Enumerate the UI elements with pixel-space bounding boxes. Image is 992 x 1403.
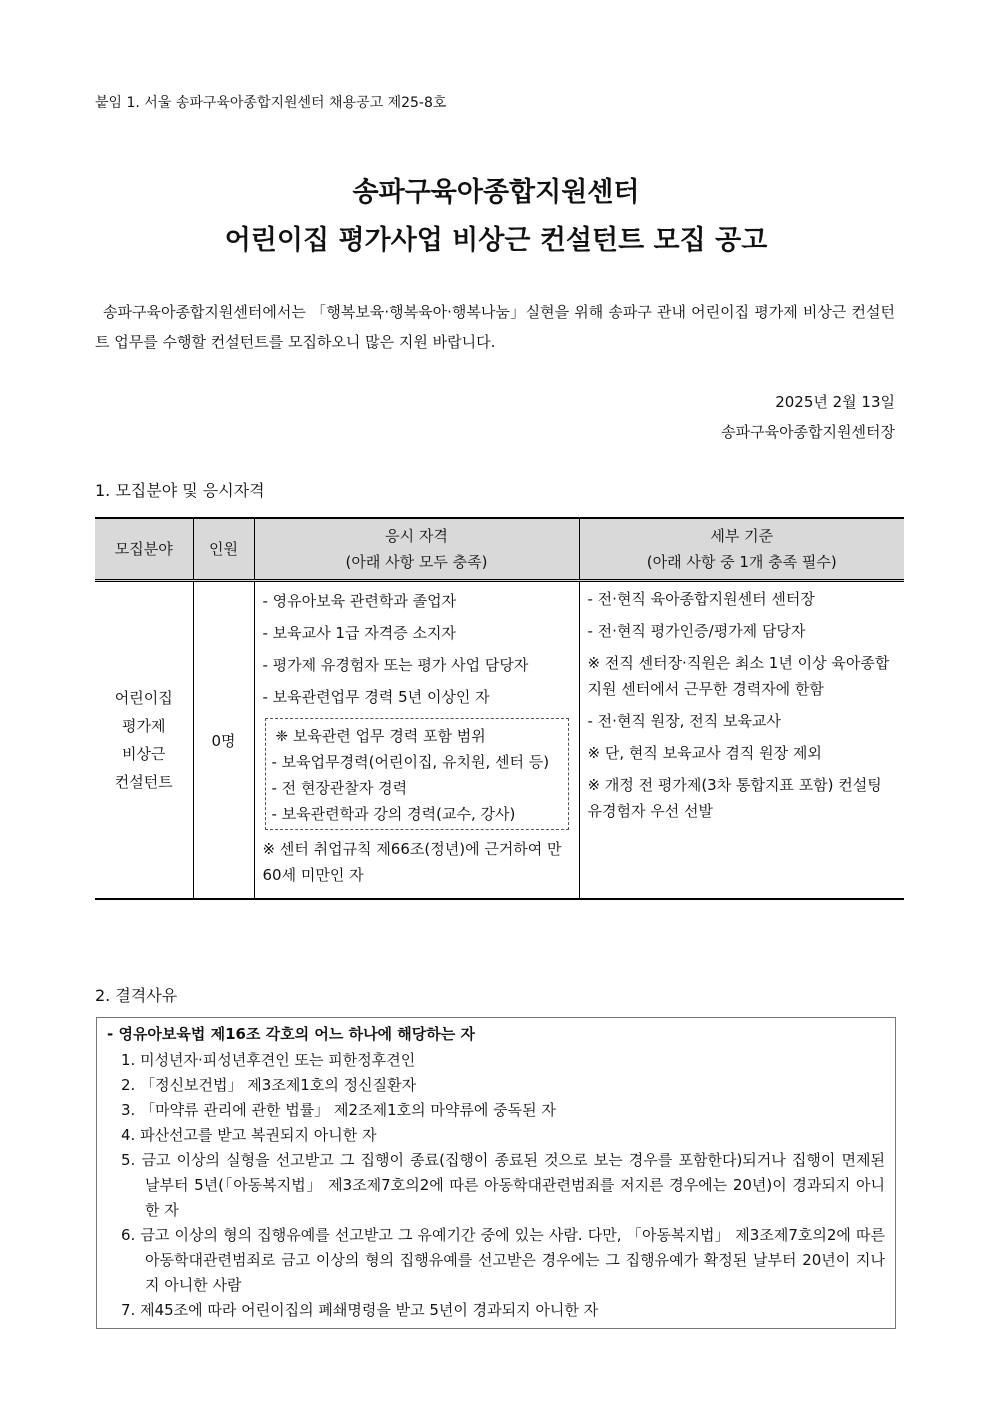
header-qualification-note: (아래 사항 모두 충족) <box>345 553 488 571</box>
intro-paragraph: 송파구육아종합지원센터에서는 「행복보육·행복육아·행복나눔」실현을 위해 송파구 관내 어린이집 평가제 비상근 컨설턴트 업무를 수행할 컨설턴트를 모집하오니 많은 지원 바랍니다. <box>95 303 895 351</box>
field-line: 어린이집 <box>114 689 173 707</box>
list-item: 3. 「마약류 관리에 관한 법률」 제2조제1호의 마약류에 중독된 자 <box>121 1101 556 1119</box>
field-line: 평가제 <box>122 717 166 735</box>
header-detail <box>579 518 904 581</box>
attachment-label: 붙임 1. 서울 송파구육아종합지원센터 채용공고 제25-8호 <box>95 95 447 111</box>
career-scope-item: - 보육업무경력(어린이집, 유치원, 센터 등) <box>271 753 550 771</box>
qualification-cell <box>254 581 579 900</box>
field-line: 컨설턴트 <box>114 773 173 791</box>
detail-item: ※ 전직 센터장·직원은 최소 1년 이상 육아종합지원 센터에서 근무한 경력자에 한함 <box>587 654 890 698</box>
detail-item: - 전·현직 원장, 전직 보육교사 <box>587 712 781 730</box>
list-item: 5. 금고 이상의 실형을 선고받고 그 집행이 종료(집행이 종료된 것으로 보는 경우를 포함한다)되거나 집행이 면제된 날부터 5년(「아동복지법」 제3조제7호의2에 따른 아동학대관련범죄를 저지른 경우에는 20년)이 경과되지 아니한 자 <box>121 1151 885 1219</box>
list-item: 4. 파산선고를 받고 복권되지 아니한 자 <box>121 1126 377 1144</box>
issue-date: 2025년 2월 13일 <box>775 393 895 411</box>
detail-item: ※ 단, 현직 보육교사 겸직 원장 제외 <box>587 744 822 762</box>
career-scope-title: ❈ 보육관련 업무 경력 포함 범위 <box>275 727 486 745</box>
career-scope-item: - 보육관련학과 강의 경력(교수, 강사) <box>271 805 516 823</box>
age-limit-note: ※ 센터 취업규칙 제66조(정년)에 근거하여 만 60세 미만인 자 <box>262 840 562 884</box>
qualification-item: - 보육관련업무 경력 5년 이상인 자 <box>262 688 490 706</box>
detail-cell <box>579 581 904 900</box>
disqualification-heading: - 영유아보육법 제16조 각호의 어느 하나에 해당하는 자 <box>107 1025 475 1043</box>
page-subtitle: 어린이집 평가사업 비상근 컨설턴트 모집 공고 <box>224 225 768 256</box>
detail-item: ※ 개정 전 평가제(3차 통합지표 포함) 컨설팅 유경험자 우선 선발 <box>587 776 882 820</box>
list-item: 7. 제45조에 따라 어린이집의 폐쇄명령을 받고 5년이 경과되지 아니한 자 <box>121 1301 599 1319</box>
detail-item: - 전·현직 평가인증/평가제 담당자 <box>587 622 806 640</box>
table-row <box>95 581 904 900</box>
qualification-item: - 영유아보육 관련학과 졸업자 <box>262 592 457 610</box>
disqualification-list <box>121 1048 885 1323</box>
recruitment-table <box>95 517 904 900</box>
header-qualification <box>254 518 579 581</box>
field-line: 비상근 <box>122 745 166 763</box>
career-scope-box <box>265 718 569 830</box>
section-1-title: 1. 모집분야 및 응시자격 <box>95 481 265 500</box>
table-header-row <box>95 518 904 581</box>
header-detail-note: (아래 사항 중 1개 충족 필수) <box>646 553 837 571</box>
field-cell <box>95 581 193 900</box>
section-2-title: 2. 결격사유 <box>95 986 178 1005</box>
header-qualification-title: 응시 자격 <box>385 527 448 545</box>
count-cell: 0명 <box>193 581 254 900</box>
page-title: 송파구육아종합지원센터 <box>352 177 640 208</box>
header-field: 모집분야 <box>95 518 193 581</box>
list-item: 6. 금고 이상의 형의 집행유예를 선고받고 그 유예기간 중에 있는 사람. 다만, 「아동복지법」 제3조제7호의2에 따른 아동학대관련범죄로 금고 이상의 형의 집행유예를 선고받은 경우에는 그 집행유예가 확정된 날부터 20년이 지나지 아니한 사람 <box>121 1226 885 1294</box>
qualification-item: - 평가제 유경험자 또는 평가 사업 담당자 <box>262 656 529 674</box>
header-count: 인원 <box>193 518 254 581</box>
detail-item: - 전·현직 육아종합지원센터 센터장 <box>587 590 815 608</box>
issuer-name: 송파구육아종합지원센터장 <box>721 423 895 441</box>
header-detail-title: 세부 기준 <box>710 527 774 545</box>
qualification-item: - 보육교사 1급 자격증 소지자 <box>262 624 456 642</box>
disqualification-box <box>96 1017 896 1329</box>
career-scope-item: - 전 현장관찰자 경력 <box>271 779 408 797</box>
list-item: 1. 미성년자·피성년후견인 또는 피한정후견인 <box>121 1051 416 1069</box>
list-item: 2. 「정신보건법」 제3조제1호의 정신질환자 <box>121 1076 417 1094</box>
issue-block <box>721 387 895 447</box>
